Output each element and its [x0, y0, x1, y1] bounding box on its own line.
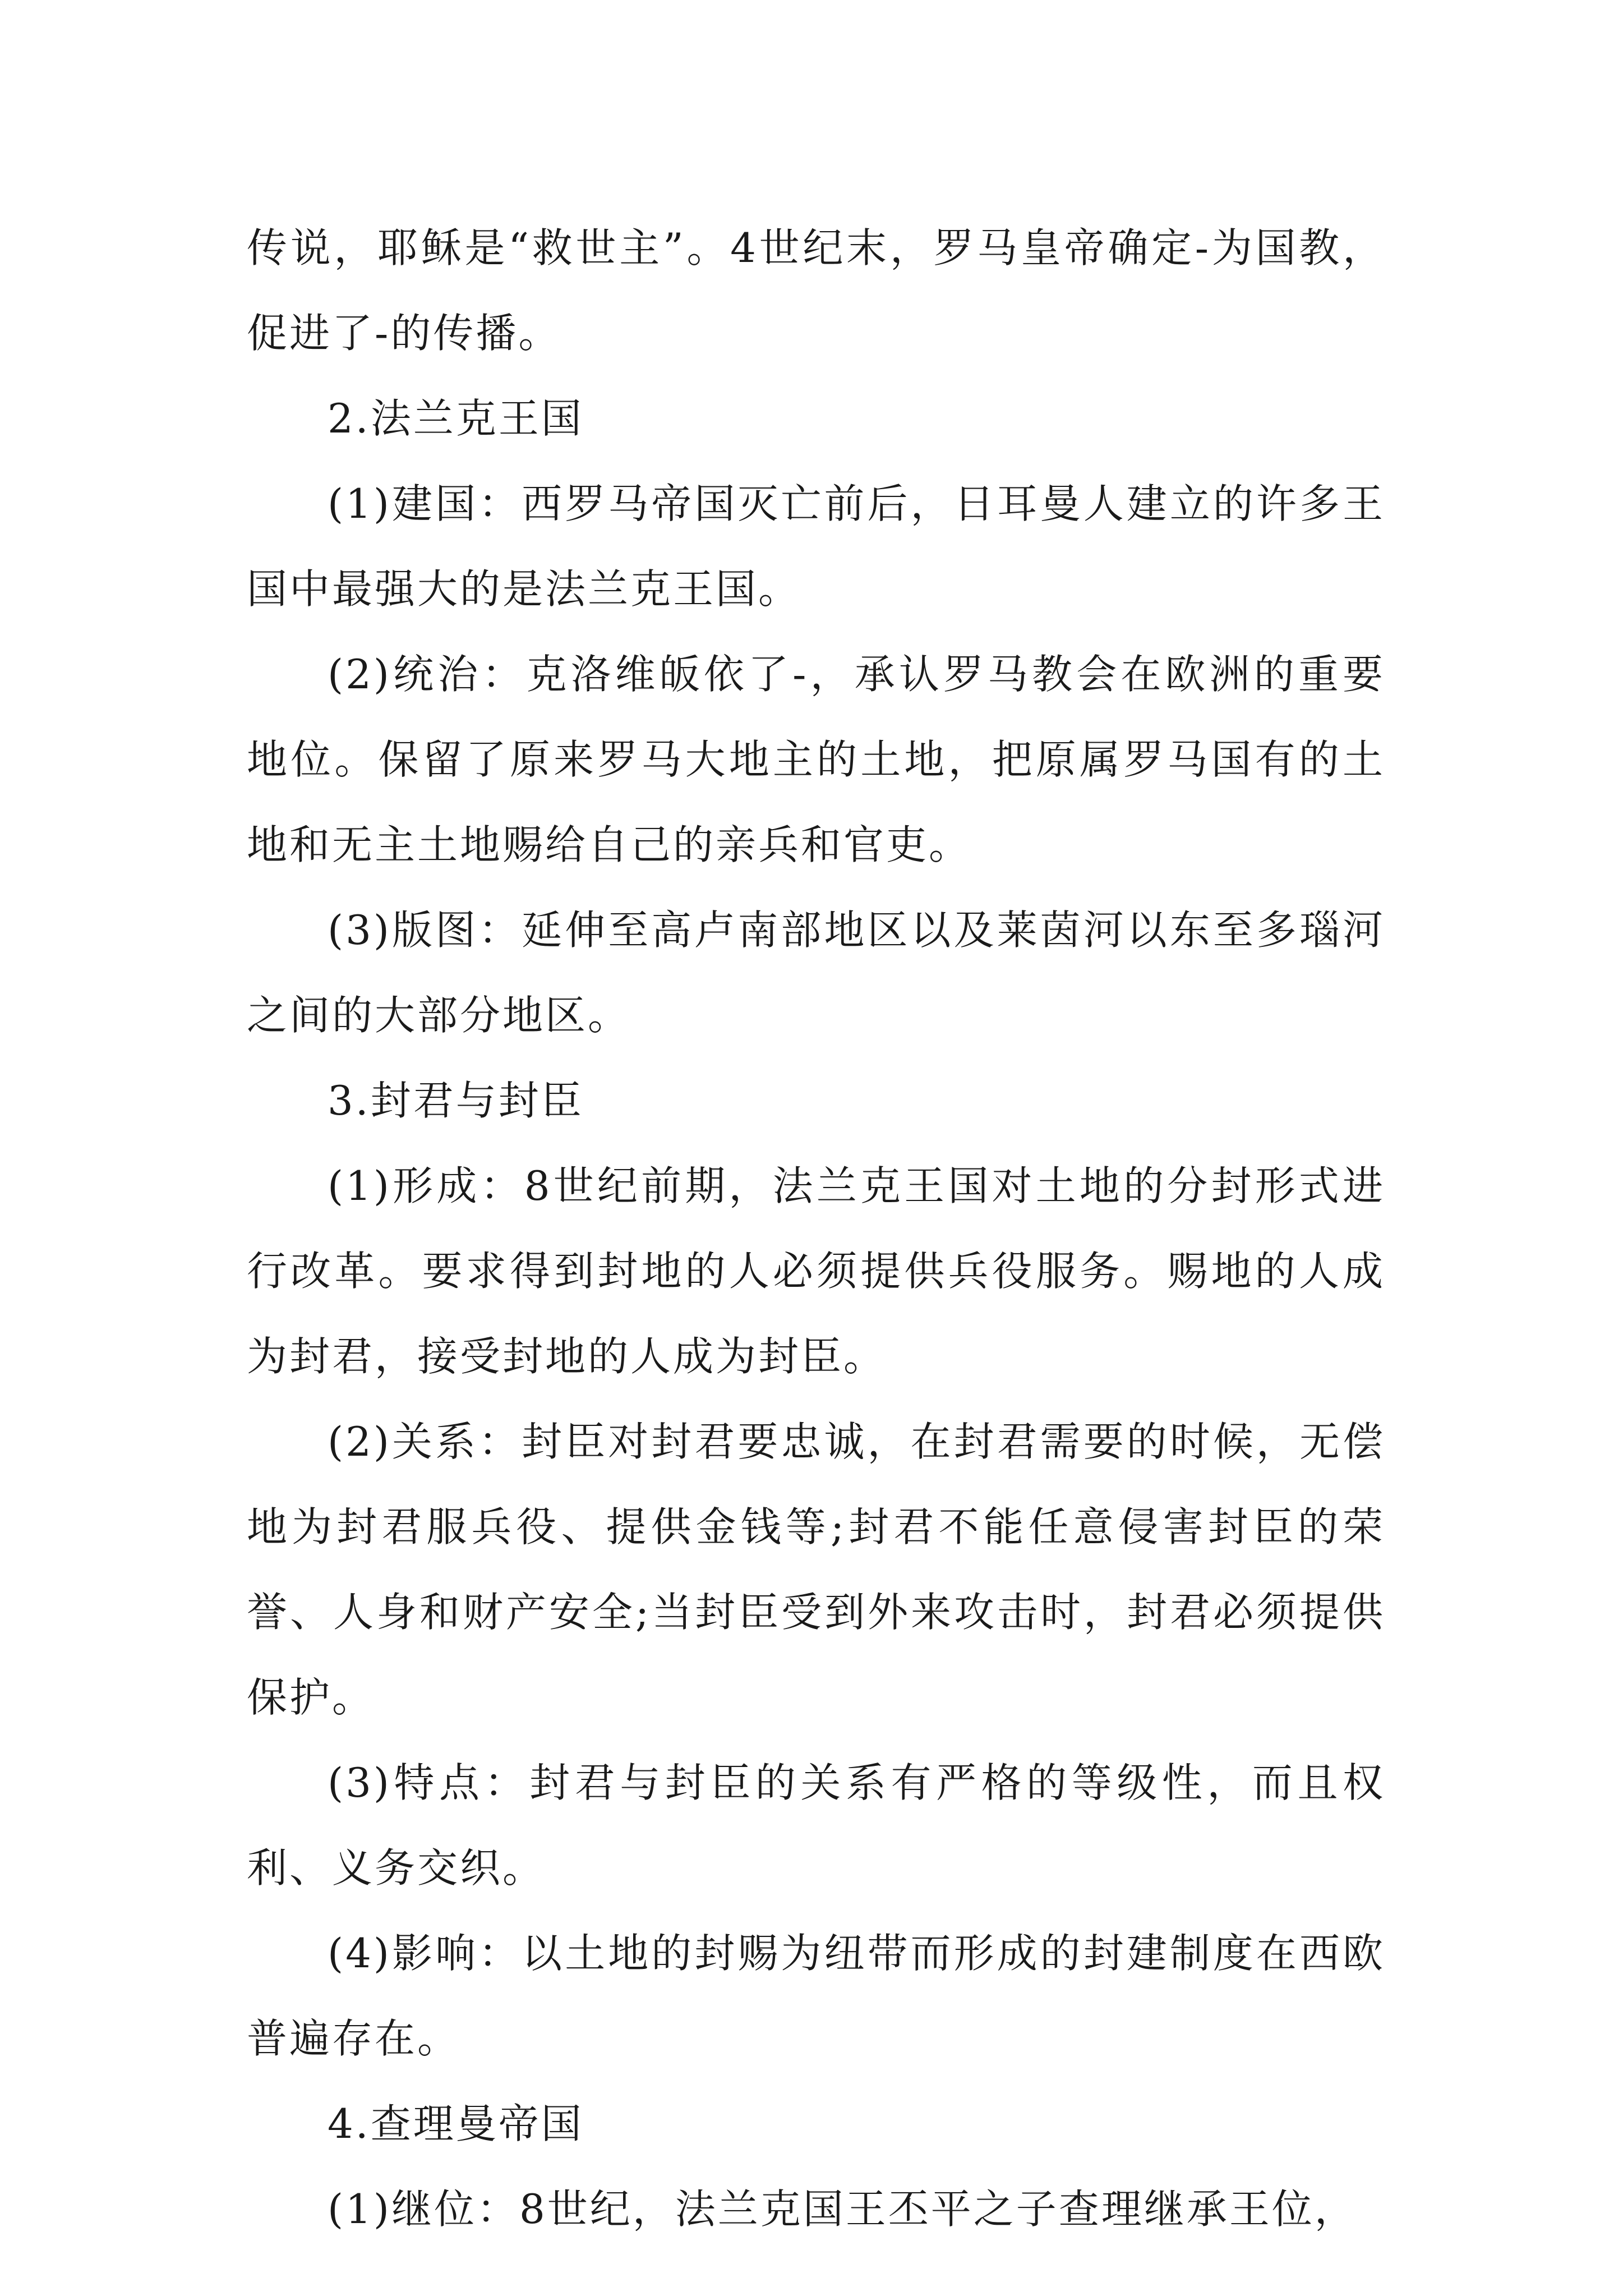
paragraph-influence: (4)影响：以土地的封赐为纽带而形成的封建制度在西欧普遍存在。 — [247, 1930, 1385, 2062]
paragraph-founding: (1)建国：西罗马帝国灭亡前后，日耳曼人建立的许多王国中最强大的是法兰克王国。 — [247, 480, 1385, 613]
document-body — [247, 205, 1385, 2252]
section-heading-charlemagne-empire: 4.查理曼帝国 — [328, 2100, 584, 2147]
paragraph-relationship: (2)关系：封臣对封君要忠诚，在封君需要的时候，无偿地为封君服兵役、提供金钱等;封君不能任意侵害封臣的荣誉、人身和财产安全;当封臣受到外来攻击时，封君必须提供保护。 — [247, 1418, 1385, 1721]
paragraph-rule: (2)统治：克洛维皈依了-，承认罗马教会在欧洲的重要地位。保留了原来罗马大地主的土地，把原属罗马国有的土地和无主土地赐给自己的亲兵和官吏。 — [247, 651, 1385, 868]
paragraph-characteristics: (3)特点：封君与封臣的关系有严格的等级性，而且权利、义务交织。 — [247, 1759, 1385, 1892]
paragraph-formation: (1)形成：8世纪前期，法兰克王国对土地的分封形式进行改革。要求得到封地的人必须提供兵役服务。赐地的人成为封君，接受封地的人成为封臣。 — [247, 1162, 1385, 1380]
section-heading-frankish-kingdom: 2.法兰克王国 — [328, 395, 584, 442]
paragraph-christianity-intro: 传说，耶稣是“救世主”。4世纪末，罗马皇帝确定-为国教，促进了-的传播。 — [247, 224, 1385, 357]
section-heading-lords-vassals: 3.封君与封臣 — [328, 1077, 584, 1124]
paragraph-territory: (3)版图：延伸至高卢南部地区以及莱茵河以东至多瑙河之间的大部分地区。 — [247, 907, 1385, 1039]
paragraph-succession: (1)继位：8世纪，法兰克国王丕平之子查理继承王位， — [328, 2185, 1357, 2233]
